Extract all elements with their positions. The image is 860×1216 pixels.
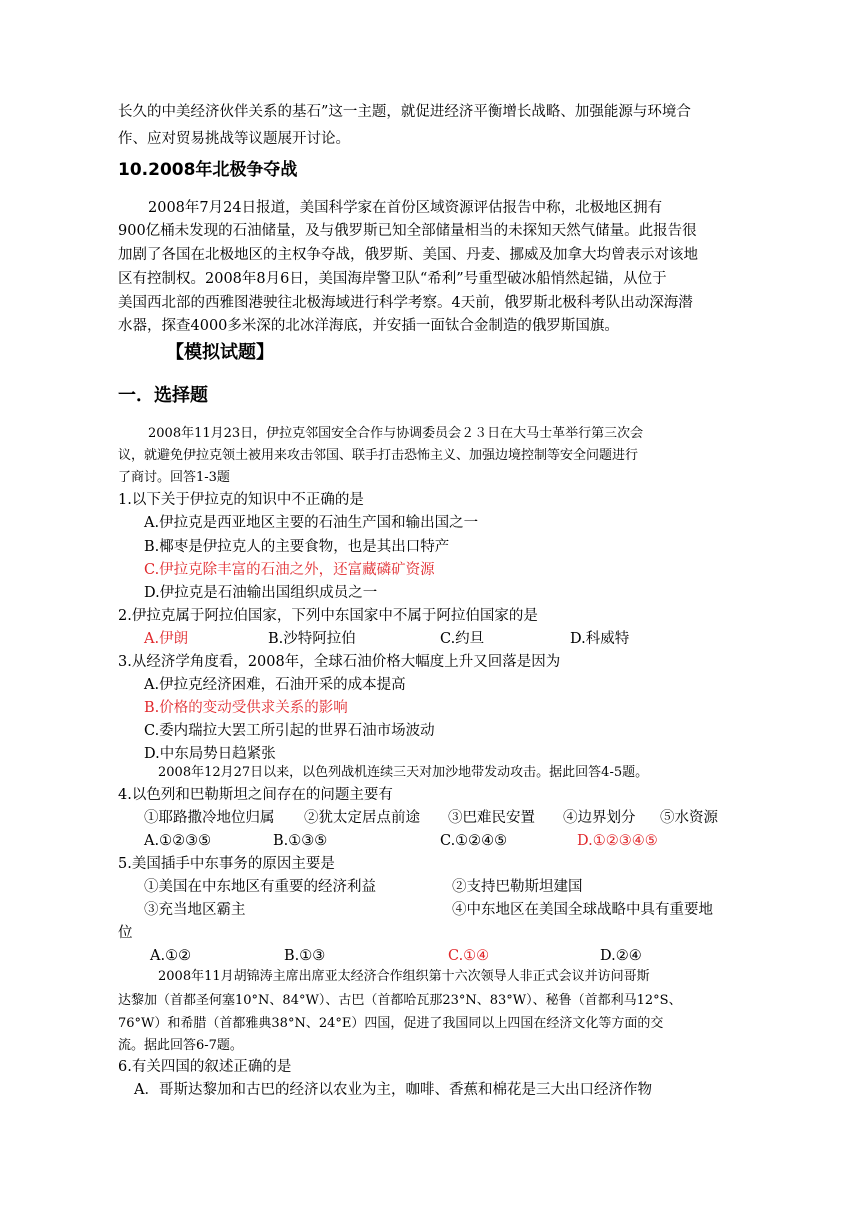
q4-option-b: B.①③⑤: [273, 833, 328, 849]
q5-option-d: D.②④: [600, 948, 642, 964]
q3-option-a: A.伊拉克经济困难，石油开采的成本提高: [144, 677, 406, 693]
question-4: 4.以色列和巴勒斯坦之间存在的问题主要有: [118, 787, 393, 803]
q3-option-b-answer: B.价格的变动受供求关系的影响: [144, 700, 348, 716]
intro-line-2: 作、应对贸易挑战等议题展开讨论。: [118, 131, 350, 147]
stem-3-line: 流。据此回答6-7题。: [118, 1038, 243, 1053]
stem-1-line: 了商讨。回答1-3题: [118, 470, 230, 485]
q1-option-b: B.椰枣是伊拉克人的主要食物，也是其出口特产: [144, 539, 450, 555]
section-10-heading: 10.2008年北极争夺战: [118, 160, 298, 180]
q5-item: ④中东地区在美国全球战略中具有重要地: [452, 902, 713, 918]
q4-item: ①耶路撒冷地位归属: [144, 810, 275, 826]
q5-item: ②支持巴勒斯坦建国: [452, 879, 583, 895]
q1-option-a: A.伊拉克是西亚地区主要的石油生产国和输出国之一: [144, 515, 479, 531]
question-3: 3.从经济学角度看，2008年，全球石油价格大幅度上升又回落是因为: [118, 654, 561, 670]
q2-option-d: D.科威特: [570, 631, 630, 647]
q5-option-b: B.①③: [284, 948, 326, 964]
q5-item-continued: 位: [118, 925, 133, 941]
q4-option-a: A.①②③⑤: [144, 833, 212, 849]
q4-item: ⑤水资源: [660, 810, 718, 826]
q3-option-d: D.中东局势日趋紧张: [144, 746, 276, 762]
section-10-para-line: 水器，探查4000多米深的北冰洋海底，并安插一面钛合金制造的俄罗斯国旗。: [118, 318, 619, 334]
question-2: 2.伊拉克属于阿拉伯国家，下列中东国家中不属于阿拉伯国家的是: [118, 608, 538, 624]
mock-test-title: 【模拟试题】: [166, 342, 274, 363]
section-10-para-line: 900亿桶未发现的石油储量，及与俄罗斯已知全部储量相当的未探知天然气储量。此报告很: [118, 223, 697, 239]
section-10-para-line: 区有控制权。2008年8月6日，美国海岸警卫队“希利”号重型破冰船悄然起锚，从位于: [118, 271, 667, 287]
q5-option-a: A.①②: [150, 948, 192, 964]
q1-option-c-answer: C.伊拉克除丰富的石油之外，还富藏磷矿资源: [144, 562, 435, 578]
q4-option-c: C.①②④⑤: [440, 833, 508, 849]
q4-item: ③巴难民安置: [448, 810, 535, 826]
question-5: 5.美国插手中东事务的原因主要是: [118, 856, 335, 872]
q2-option-b: B.沙特阿拉伯: [268, 631, 356, 647]
section-10-para-line: 2008年7月24日报道，美国科学家在首份区域资源评估报告中称，北极地区拥有: [148, 200, 663, 216]
stem-3-line: 76°W）和希腊（首都雅典38°N、24°E）四国，促进了我国同以上四国在经济文化等方面的交: [118, 1016, 664, 1031]
q1-option-d: D.伊拉克是石油输出国组织成员之一: [144, 585, 378, 601]
section-10-para-line: 美国西北部的西雅图港驶往北极海域进行科学考察。4天前，俄罗斯北极科考队出动深海潜: [118, 295, 693, 311]
q3-option-c: C.委内瑞拉大罢工所引起的世界石油市场波动: [144, 723, 435, 739]
stem-2: 2008年12月27日以来，以色列战机连续三天对加沙地带发动攻击。据此回答4-5题。: [158, 765, 649, 780]
stem-3-line: 2008年11月胡锦涛主席出席亚太经济合作组织第十六次领导人非正式会议并访问哥斯: [158, 969, 650, 984]
q5-item: ③充当地区霸主: [144, 902, 246, 918]
q6-option-a: A．哥斯达黎加和古巴的经济以农业为主，咖啡、香蕉和棉花是三大出口经济作物: [134, 1082, 652, 1098]
q5-option-c-answer: C.①④: [448, 948, 490, 964]
stem-1-line: 议，就避免伊拉克领土被用来攻击邻国、联手打击恐怖主义、加强边境控制等安全问题进行: [118, 448, 639, 463]
q4-item: ④边界划分: [563, 810, 636, 826]
intro-line-1: 长久的中美经济伙伴关系的基石”这一主题，就促进经济平衡增长战略、加强能源与环境合: [118, 104, 691, 120]
q2-option-c: C.约旦: [440, 631, 485, 647]
stem-1-line: 2008年11月23日，伊拉克邻国安全合作与协调委员会２３日在大马士革举行第三次会: [148, 426, 644, 441]
stem-3-line: 达黎加（首都圣何塞10°N、84°W）、古巴（首都哈瓦那23°N、83°W）、秘鲁（首都利马12°S、: [118, 993, 682, 1008]
question-1: 1.以下关于伊拉克的知识中不正确的是: [118, 492, 364, 508]
q4-option-d-answer: D.①②③④⑤: [577, 833, 658, 849]
q5-item: ①美国在中东地区有重要的经济利益: [144, 879, 376, 895]
question-6: 6.有关四国的叙述正确的是: [118, 1059, 292, 1075]
section-10-para-line: 加剧了各国在北极地区的主权争夺战，俄罗斯、美国、丹麦、挪威及加拿大均曾表示对该地: [118, 247, 698, 263]
choice-section-heading: 一．选择题: [118, 385, 208, 406]
q4-item: ②犹太定居点前途: [304, 810, 420, 826]
q2-option-a-answer: A.伊朗: [144, 631, 189, 647]
